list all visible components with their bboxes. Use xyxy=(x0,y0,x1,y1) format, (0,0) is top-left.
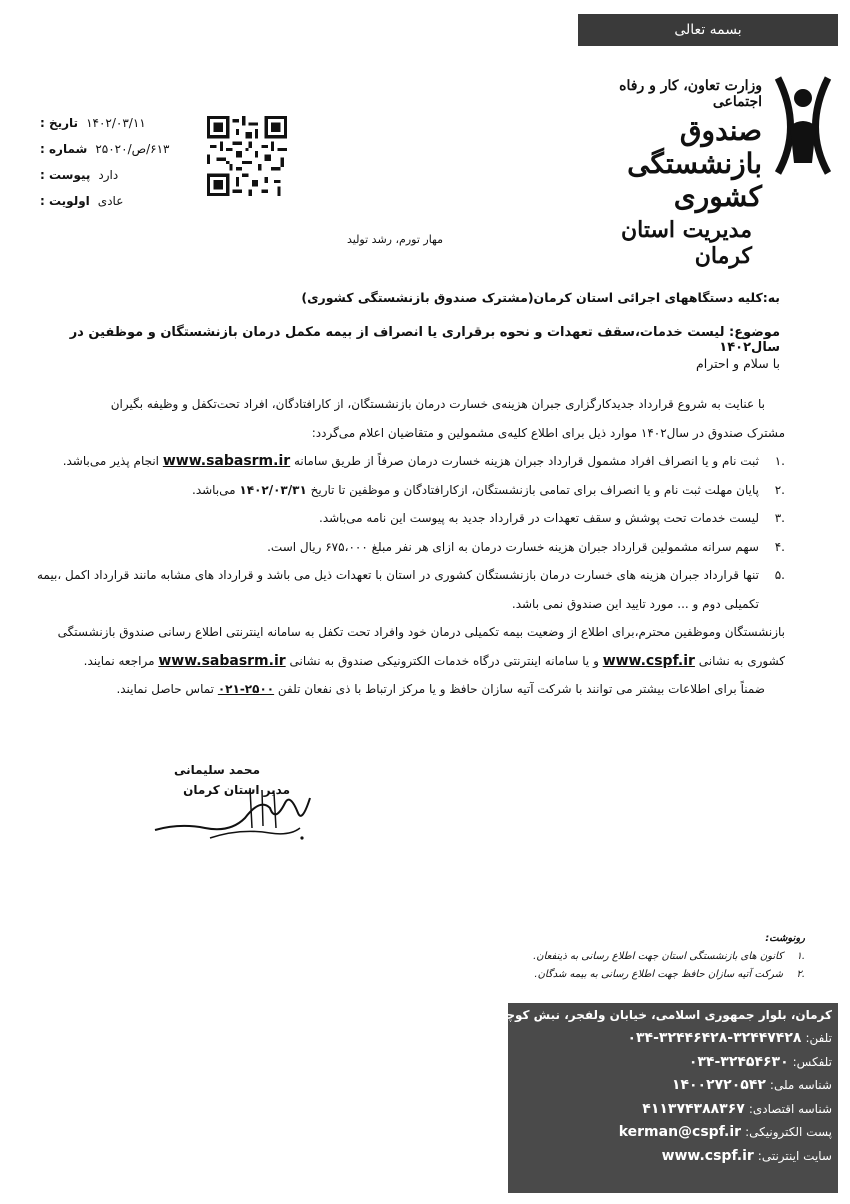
banner-text: بسمه تعالی xyxy=(674,22,742,38)
item-text: ثبت نام و یا انصراف افراد مشمول قرارداد جبران هزینه خسارت درمان صرفاً از طریق سامانه xyxy=(294,454,759,468)
organization-name xyxy=(572,78,762,269)
deadline-date: ۱۴۰۲/۰۳/۳۱ xyxy=(239,482,307,497)
meta-value: ۶۱۳/ص/۲۵۰۲۰ xyxy=(95,142,170,156)
item-number: .۲ xyxy=(774,482,785,497)
top-banner xyxy=(578,14,838,46)
organization-logo xyxy=(570,68,838,269)
footer-address-row xyxy=(480,1003,838,1027)
items-list xyxy=(30,447,785,618)
closing-text-2: و یا سامانه اینترنتی درگاه خدمات الکترونیکی صندوق به نشانی xyxy=(289,653,599,668)
footer-label: تلفکس: xyxy=(792,1054,832,1069)
footer-economic-id: ۴۱۱۳۷۴۳۸۸۳۶۷ xyxy=(642,1100,745,1117)
footer-address: کرمان، بلوار جمهوری اسلامی، خیابان ولفجر، نبش کوچه ۱۲ xyxy=(480,1007,832,1022)
item-text: سهم سرانه مشمولین قرارداد جبران هزینه خسارت درمان به ازای هر نفر مبلغ ۶۷۵،۰۰۰ ریال است. xyxy=(267,539,759,554)
item-number: .۴ xyxy=(774,539,785,554)
meta-label: پیوست : xyxy=(40,168,91,182)
contact-phone[interactable]: ۰۲۱-۲۵۰۰ xyxy=(217,682,275,696)
footer-website-row xyxy=(508,1144,838,1168)
footer-fax: ۰۳۴-۳۲۴۵۴۶۳۰ xyxy=(688,1053,789,1070)
cc-block xyxy=(505,933,805,984)
footer-label: تلفن: xyxy=(805,1031,832,1046)
item-number: .۵ xyxy=(774,568,785,582)
contact-paragraph xyxy=(30,675,785,704)
footer-label: شناسه اقتصادی: xyxy=(748,1101,832,1116)
year-slogan: مهار تورم، رشد تولید xyxy=(346,233,444,246)
greeting: با سلام و احترام xyxy=(696,356,780,371)
list-item xyxy=(30,533,785,562)
meta-value: عادی xyxy=(97,194,124,208)
item-number: .۱ xyxy=(774,454,785,468)
letter-meta xyxy=(40,110,200,214)
intro-line-1: با عنایت به شروع قرارداد جدیدکارگزاری جبران هزینه‌ی خسارت درمان بازنشستگان، از کارافتادگان، افراد تحت‌تکفل و وظیفه بگیران xyxy=(110,397,765,411)
item-text: پایان مهلت ثبت نام و یا انصراف برای تمامی بازنشستگان، ازکارافتادگان و موظفین تا تاریخ xyxy=(310,482,759,497)
ministry-name: وزارت تعاون، کار و رفاه اجتماعی xyxy=(619,78,762,110)
office-name: مدیریت استان کرمان xyxy=(620,217,752,269)
footer-phone-row xyxy=(508,1027,838,1051)
footer-label: سایت اینترنتی: xyxy=(757,1148,832,1163)
sabasrm-portal-link[interactable]: www.sabasrm.ir xyxy=(158,652,286,669)
meta-priority xyxy=(40,188,200,214)
meta-date xyxy=(40,110,200,136)
item-text: لیست خدمات تحت پوشش و سقف تعهدات در قرارداد جدید به پیوست این نامه می‌باشد. xyxy=(319,511,759,525)
footer-phone[interactable]: ۰۳۴-۳۲۴۴۶۴۲۸-۳۲۴۴۷۴۲۸ xyxy=(627,1030,802,1047)
closing-text-3: مراجعه نمایند. xyxy=(83,653,155,668)
footer-website-link[interactable]: www.cspf.ir xyxy=(661,1147,754,1164)
list-item xyxy=(30,504,785,533)
meta-number xyxy=(40,136,200,162)
contact-text: ضمناً برای اطلاعات بیشتر می توانند با شرکت آتیه سازان حافظ و یا مرکز ارتباط با ذی نفعان تلفن xyxy=(277,682,765,696)
footer-label: پست الکترونیکی: xyxy=(745,1125,832,1140)
item-text: تنها قرارداد جبران هزینه های خسارت درمان بازنشستگان کشوری در استان با تعهدات ذیل می باشد و قرارداد های مشابه مانند قرارداد اکمل ،بیمه تکمیلی دوم و ... مورد تایید این صندوق نمی باشد. xyxy=(36,568,759,611)
contact-text-after: تماس حاصل نمایند. xyxy=(116,682,215,696)
intro-line-2: مشترک صندوق در سال۱۴۰۲ موارد ذیل برای اطلاع کلیه‌ی مشمولین و متقاضیان اعلام می‌گردد: xyxy=(311,425,785,440)
letter-body xyxy=(30,390,785,704)
meta-label: اولویت : xyxy=(40,194,90,208)
signer-name: محمد سلیمانی xyxy=(173,763,260,777)
fund-name: صندوق بازنشستگی کشوری xyxy=(627,114,762,213)
cc-number: .۱ xyxy=(796,951,805,962)
footer-economic-id-row xyxy=(508,1097,838,1121)
list-item xyxy=(30,561,785,618)
item-text-after: انجام پذیر می‌باشد. xyxy=(62,454,160,468)
footer-contact-box xyxy=(480,1003,838,1193)
footer-email-link[interactable]: kerman@cspf.ir xyxy=(618,1124,742,1141)
meta-value: دارد xyxy=(98,168,119,182)
list-item xyxy=(30,447,785,476)
cc-title: رونوشت: xyxy=(765,933,805,944)
cc-item xyxy=(505,948,805,966)
signer-title: مدیر استان کرمان xyxy=(183,783,290,797)
footer-national-id: ۱۴۰۰۲۷۲۰۵۴۲ xyxy=(671,1077,766,1094)
signature-block xyxy=(150,763,320,853)
closing-paragraph xyxy=(30,618,785,675)
fund-emblem-icon xyxy=(768,68,838,178)
handwritten-signature xyxy=(150,768,320,848)
cc-text: کانون های بازنشستگی استان جهت اطلاع رسانی به ذینفعان. xyxy=(533,951,783,962)
list-item xyxy=(30,476,785,505)
cc-text: شرکت آتیه سازان حافظ جهت اطلاع رسانی به بیمه شدگان. xyxy=(534,969,783,980)
cc-item xyxy=(505,966,805,984)
closing-text-1: بازنشستگان وموظفین محترم،برای اطلاع از وضعیت بیمه تکمیلی درمان خود وافراد تحت تکفل به سامانه اینترنتی اطلاع رسانی صندوق بازنشستگی کشوری به نشانی xyxy=(57,625,785,668)
subject-line: موضوع: لیست خدمات،سقف تعهدات و نحوه برقراری یا انصراف از بیمه مکمل درمان بازنشستگان و موظفین در سال۱۴۰۲ xyxy=(69,325,780,355)
meta-attachment xyxy=(40,162,200,188)
cspf-link[interactable]: www.cspf.ir xyxy=(602,652,695,669)
qr-code xyxy=(207,116,287,196)
item-text-after: می‌باشد. xyxy=(192,482,236,497)
recipient-line: به:کلیه دستگاههای اجرائی استان کرمان(مشترک صندوق بازنشستگی کشوری) xyxy=(301,290,780,305)
meta-label: تاریخ : xyxy=(40,116,79,130)
item-number: .۳ xyxy=(774,511,785,525)
footer-fax-row xyxy=(508,1050,838,1074)
sabasrm-link[interactable]: www.sabasrm.ir xyxy=(162,453,291,469)
cc-number: .۲ xyxy=(796,969,805,980)
footer-national-id-row xyxy=(508,1074,838,1098)
footer-email-row xyxy=(508,1121,838,1145)
meta-value: ۱۴۰۲/۰۳/۱۱ xyxy=(86,116,146,130)
meta-label: شماره : xyxy=(40,142,88,156)
footer-label: شناسه ملی: xyxy=(769,1078,832,1093)
